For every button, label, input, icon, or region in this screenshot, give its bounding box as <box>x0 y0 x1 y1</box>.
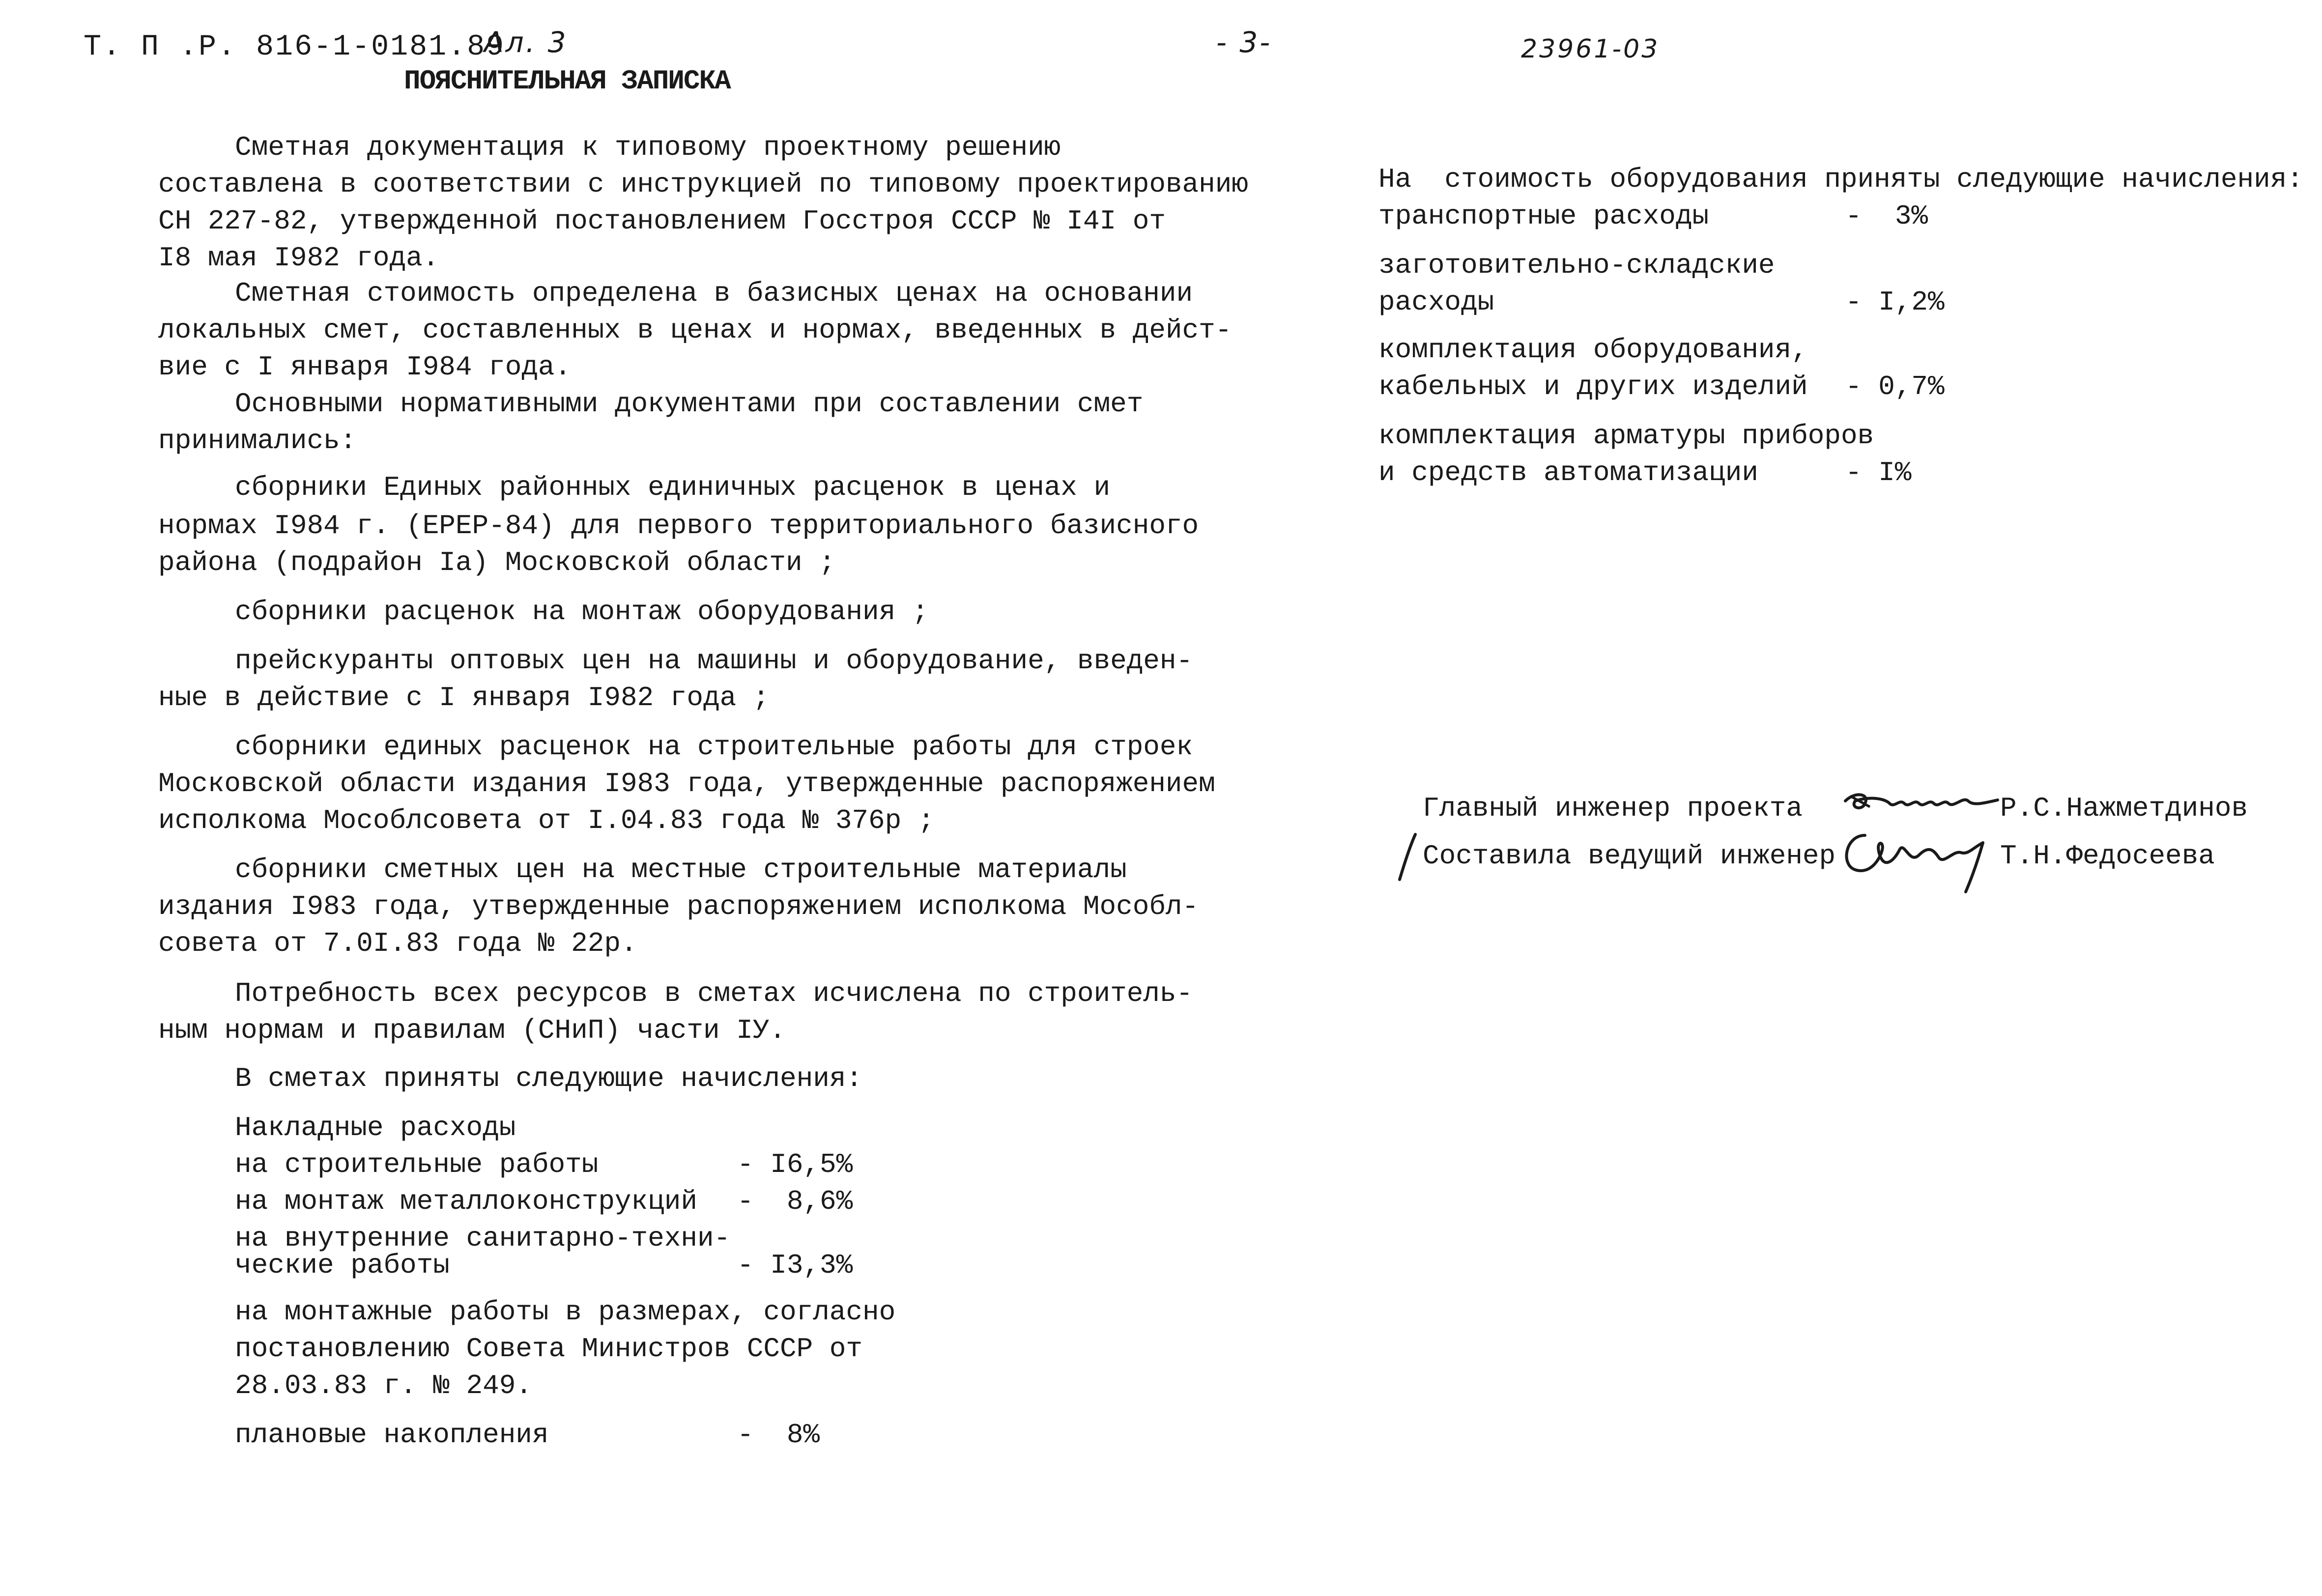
equipment-label: заготовительно-складские <box>1378 250 1775 281</box>
overhead-value: - 8,6% <box>737 1186 853 1217</box>
equipment-intro: На стоимость оборудования приняты следующие начисления: <box>1378 164 2303 195</box>
text-line: вие с I января I984 года. <box>158 351 572 383</box>
text-line: на монтажные работы в размерах, согласно <box>235 1296 896 1328</box>
equipment-label: кабельных и других изделий <box>1378 371 1808 402</box>
text-line: Сметная документация к типовому проектному решению <box>235 132 1061 163</box>
text-line: СН 227-82, утвержденной постановлением Госстроя СССР № I4I от <box>158 205 1166 237</box>
text-line: ные в действие с I января I982 года ; <box>158 682 770 713</box>
page-number: - 3- <box>1216 26 1272 59</box>
signature-scribble <box>1835 821 1998 899</box>
text-line: исполкома Мособлсовета от I.04.83 года № 376р ; <box>158 805 935 836</box>
signature-role: Главный инженер проекта <box>1423 793 1803 824</box>
overhead-label: на внутренние санитарно-техни- <box>235 1223 731 1254</box>
signature-mark <box>1396 830 1420 884</box>
text-line: постановлению Совета Министров СССР от <box>235 1333 863 1365</box>
text-line: Московской области издания I983 года, утвержденные распоряжением <box>158 768 1215 799</box>
doc-number: 23961-03 <box>1521 34 1660 64</box>
equipment-label: комплектация арматуры приборов <box>1378 420 1874 452</box>
profit-value: - 8% <box>737 1419 820 1451</box>
overhead-label: на монтаж металлоконструкций <box>235 1186 697 1217</box>
equipment-value: - 0,7% <box>1845 371 1945 402</box>
equipment-value: - I% <box>1845 457 1912 488</box>
signature-scribble <box>1840 781 2003 826</box>
overhead-label: ческие работы <box>235 1250 450 1281</box>
text-line: сборники единых расценок на строительные работы для строек <box>235 731 1193 763</box>
text-line: Сметная стоимость определена в базисных ценах на основании <box>235 278 1193 309</box>
equipment-label: и средств автоматизации <box>1378 457 1758 488</box>
album-number: Ал. 3 <box>484 26 568 59</box>
overhead-value: - I6,5% <box>737 1149 853 1180</box>
signature-name: Р.С.Нажметдинов <box>2000 793 2248 824</box>
text-line: совета от 7.0I.83 года № 22р. <box>158 928 637 959</box>
overhead-value: - I3,3% <box>737 1250 853 1281</box>
text-line: Потребность всех ресурсов в сметах исчислена по строитель- <box>235 978 1193 1009</box>
text-line: издания I983 года, утвержденные распоряжением исполкома Мособл- <box>158 891 1199 922</box>
doc-code: Т. П .Р. 816-1-0181.89 <box>84 30 506 64</box>
text-line: 28.03.83 г. № 249. <box>235 1370 532 1401</box>
text-line: сборники расценок на монтаж оборудования ; <box>235 596 929 627</box>
equipment-value: - I,2% <box>1845 286 1945 318</box>
text-line: I8 мая I982 года. <box>158 242 439 274</box>
text-line: района (подрайон Iа) Московской области ; <box>158 547 835 578</box>
text-line: сборники Единых районных единичных расценок в ценах и <box>235 472 1111 503</box>
signature-role: Составила ведущий инженер <box>1423 840 1836 872</box>
text-line: составлена в соответствии с инструкцией по типовому проектированию <box>158 169 1248 200</box>
equipment-label: транспортные расходы <box>1378 200 1709 232</box>
text-line: локальных смет, составленных в ценах и нормах, введенных в дейст- <box>158 314 1232 346</box>
text-line: сборники сметных цен на местные строительные материалы <box>235 854 1127 885</box>
signature-name: Т.Н.Федосеева <box>2000 840 2215 872</box>
text-line: нормах I984 г. (ЕРЕР-84) для первого территориального базисного <box>158 510 1199 542</box>
equipment-value: - 3% <box>1845 200 1928 232</box>
page-title: ПОЯСНИТЕЛЬНАЯ ЗАПИСКА <box>404 65 730 97</box>
equipment-label: комплектация оборудования, <box>1378 334 1808 366</box>
text-line: В сметах приняты следующие начисления: <box>235 1063 863 1094</box>
text-line: принимались: <box>158 425 357 456</box>
text-line: ным нормам и правилам (СНиП) части IУ. <box>158 1015 786 1046</box>
equipment-label: расходы <box>1378 286 1494 318</box>
text-line: Основными нормативными документами при составлении смет <box>235 388 1144 420</box>
overhead-label: на строительные работы <box>235 1149 599 1180</box>
text-line: прейскуранты оптовых цен на машины и оборудование, введен- <box>235 645 1193 677</box>
profit-label: плановые накопления <box>235 1419 549 1451</box>
overhead-heading: Накладные расходы <box>235 1112 516 1143</box>
